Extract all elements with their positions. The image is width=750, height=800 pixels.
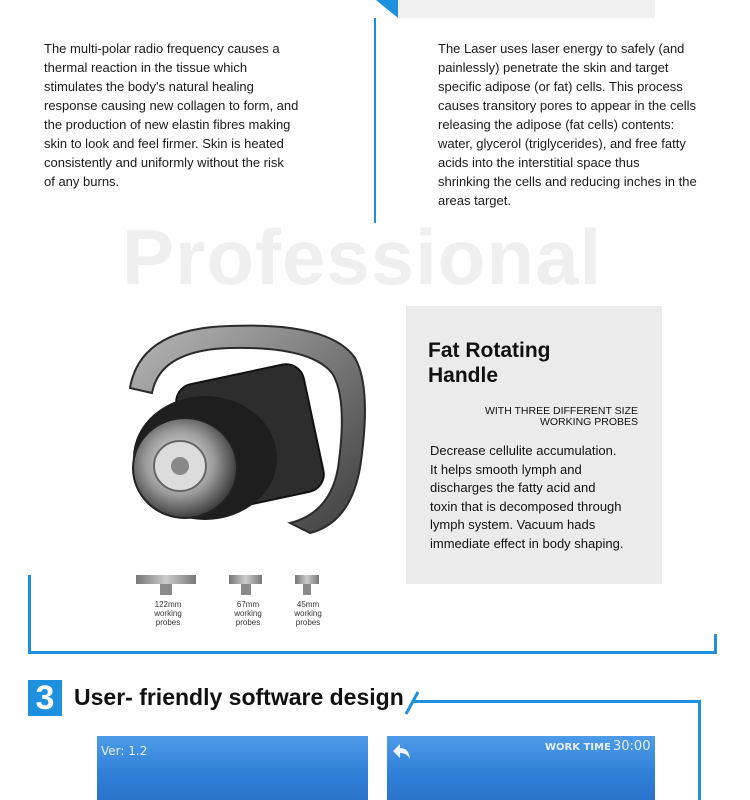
probe-core (171, 457, 189, 475)
laser-description: The Laser uses laser energy to safely (and painlessly) penetrate the skin and target specific adipose (or fat) cells. This process causes transitory pores to appear in the cells releasing the adipose (fat cells) contents: water, glycerol (triglycerides), and free fatty acids into the interstitial space thus shrinking the cells and reducing inches in the areas target. (438, 41, 697, 208)
work-time-label: WORK TIME (545, 742, 611, 753)
section-number-badge: 3 (28, 680, 62, 716)
handle-info-panel (406, 306, 662, 584)
handle-subtitle: WITH THREE DIFFERENT SIZE WORKING PROBES (484, 405, 638, 428)
frame-bottom-line (28, 651, 717, 654)
heading-slash-decoration (404, 690, 420, 716)
software-screen-version (97, 736, 368, 800)
work-time-value: 30:00 (613, 739, 651, 754)
probe-67mm-label: 67mm working probes (234, 600, 262, 627)
probe-122mm-label: 122mm working probes (154, 600, 182, 627)
top-accent-triangle (376, 0, 398, 18)
probe-122mm-icon (136, 575, 196, 595)
heading-top-line (414, 700, 701, 703)
rotating-handle-image (110, 318, 380, 548)
professional-watermark: Professional (122, 213, 603, 301)
frame-right-line (714, 634, 717, 654)
section-title: User- friendly software design (74, 684, 404, 710)
frame-left-line (28, 575, 31, 653)
heading-right-line (698, 700, 701, 800)
probe-45mm-label: 45mm working probes (294, 600, 322, 627)
probe-67mm-icon (229, 575, 262, 595)
software-screen-worktime (387, 736, 655, 800)
back-arrow-icon[interactable] (391, 742, 413, 762)
handle-description: Decrease cellulite accumulation. It helps smooth lymph and discharges the fatty acid and toxin that is decomposed through lymph system. Vacuum hads immediate effect in body shaping. (430, 443, 624, 551)
top-image-strip (398, 0, 655, 18)
column-divider (374, 18, 376, 223)
rf-description: The multi-polar radio frequency causes a thermal reaction in the tissue which stimulates the body's natural healing response causing new collagen to form, and the production of new elastin fibres making skin to look and feel firmer. Skin is heated consistently and uniformly without the risk of any burns. (44, 41, 299, 189)
handle-title: Fat Rotating Handle (428, 339, 551, 387)
version-label: Ver: 1.2 (101, 744, 148, 758)
probe-45mm-icon (295, 575, 319, 595)
